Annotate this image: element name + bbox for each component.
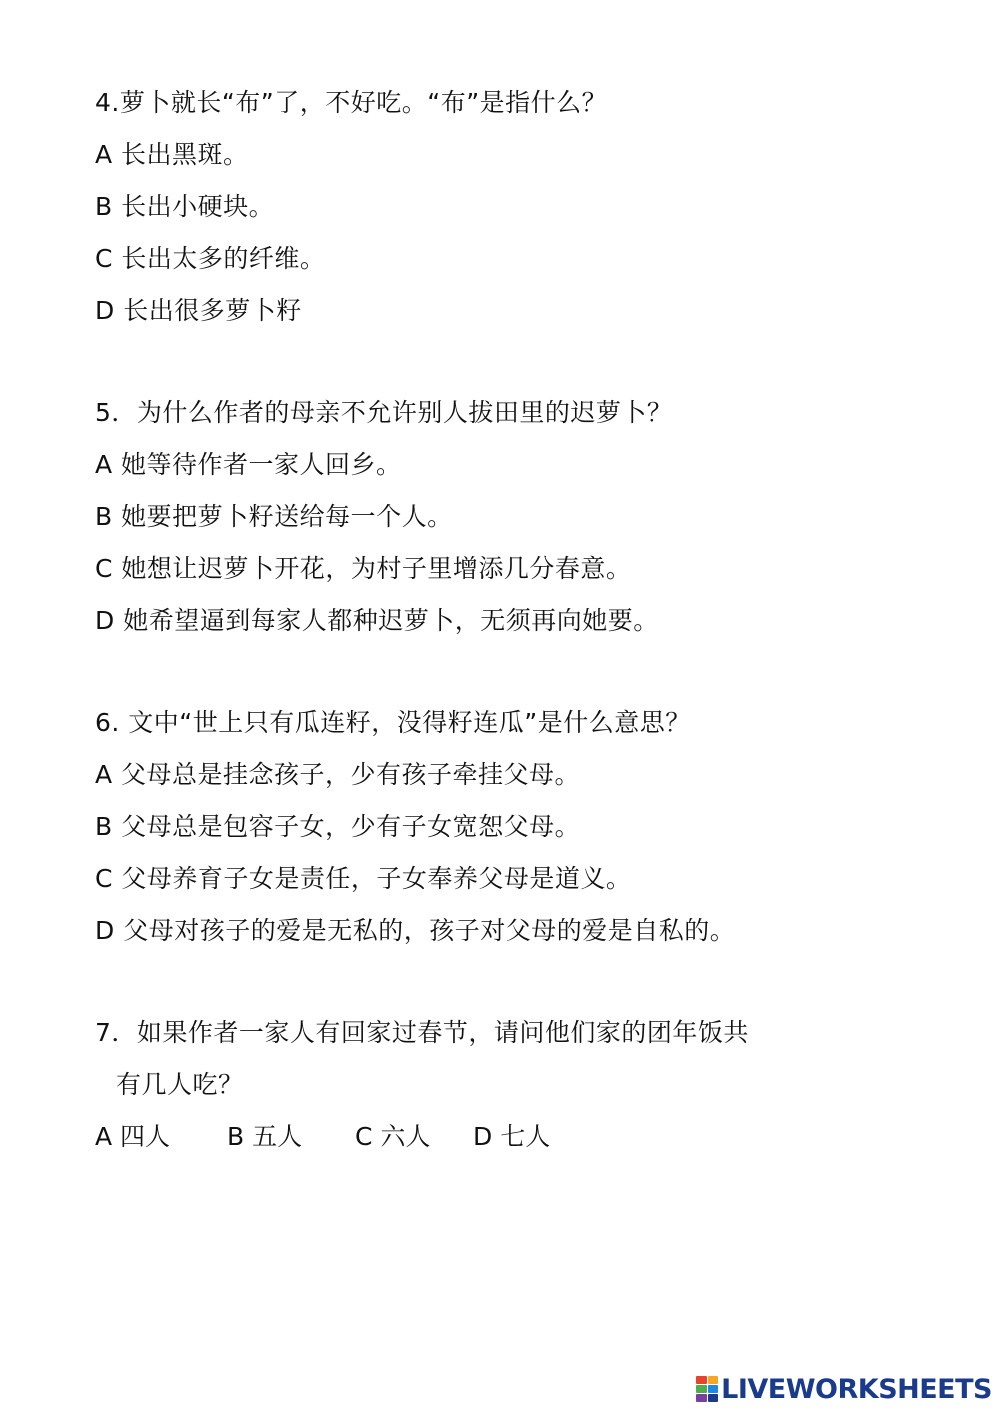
q6-option-b[interactable]: B 父母总是包容子女，少有子女宽恕父母。 — [95, 812, 581, 841]
q6-option-a[interactable]: A 父母总是挂念孩子，少有孩子牵挂父母。 — [95, 760, 581, 789]
q7-option-c[interactable]: C 六人 — [355, 1122, 431, 1151]
q7-options-row — [95, 1120, 695, 1154]
question-7-line-2: 有几人吃？ — [116, 1070, 244, 1099]
q6-option-c[interactable]: C 父母养育子女是责任，子女奉养父母是道义。 — [95, 864, 632, 893]
q7-option-b[interactable]: B 五人 — [227, 1122, 303, 1151]
q4-option-c[interactable]: C 长出太多的纤维。 — [95, 244, 326, 273]
q5-option-c[interactable]: C 她想让迟萝卜开花，为村子里增添几分春意。 — [95, 554, 632, 583]
logo-tile — [696, 1385, 707, 1393]
liveworksheets-logo-text: LIVEWORKSHEETS — [721, 1373, 992, 1405]
q5-option-a[interactable]: A 她等待作者一家人回乡。 — [95, 450, 402, 479]
logo-tile — [696, 1376, 707, 1384]
liveworksheets-logo-icon — [696, 1376, 718, 1402]
question-6: 6. 文中“世上只有瓜连籽，没得籽连瓜”是什么意思？ — [95, 708, 691, 737]
question-7-line-1: 7．如果作者一家人有回家过春节，请问他们家的团年饭共 — [95, 1018, 749, 1047]
q7-option-a[interactable]: A 四人 — [95, 1122, 171, 1151]
q4-option-a[interactable]: A 长出黑斑。 — [95, 140, 249, 169]
q6-option-d[interactable]: D 父母对孩子的爱是无私的，孩子对父母的爱是自私的。 — [95, 916, 736, 945]
q5-option-b[interactable]: B 她要把萝卜籽送给每一个人。 — [95, 502, 453, 531]
question-4: 4.萝卜就长“布”了，不好吃。“布”是指什么？ — [95, 88, 608, 117]
q4-option-d[interactable]: D 长出很多萝卜籽 — [95, 296, 302, 325]
question-5: 5．为什么作者的母亲不允许别人拔田里的迟萝卜？ — [95, 398, 673, 427]
q7-option-d[interactable]: D 七人 — [473, 1122, 551, 1151]
q4-option-b[interactable]: B 长出小硬块。 — [95, 192, 275, 221]
q5-option-d[interactable]: D 她希望逼到每家人都种迟萝卜，无须再向她要。 — [95, 606, 659, 635]
logo-tile — [708, 1385, 719, 1393]
logo-tile — [708, 1394, 719, 1402]
liveworksheets-logo — [696, 1371, 992, 1407]
logo-tile — [696, 1394, 707, 1402]
logo-tile — [708, 1376, 719, 1384]
